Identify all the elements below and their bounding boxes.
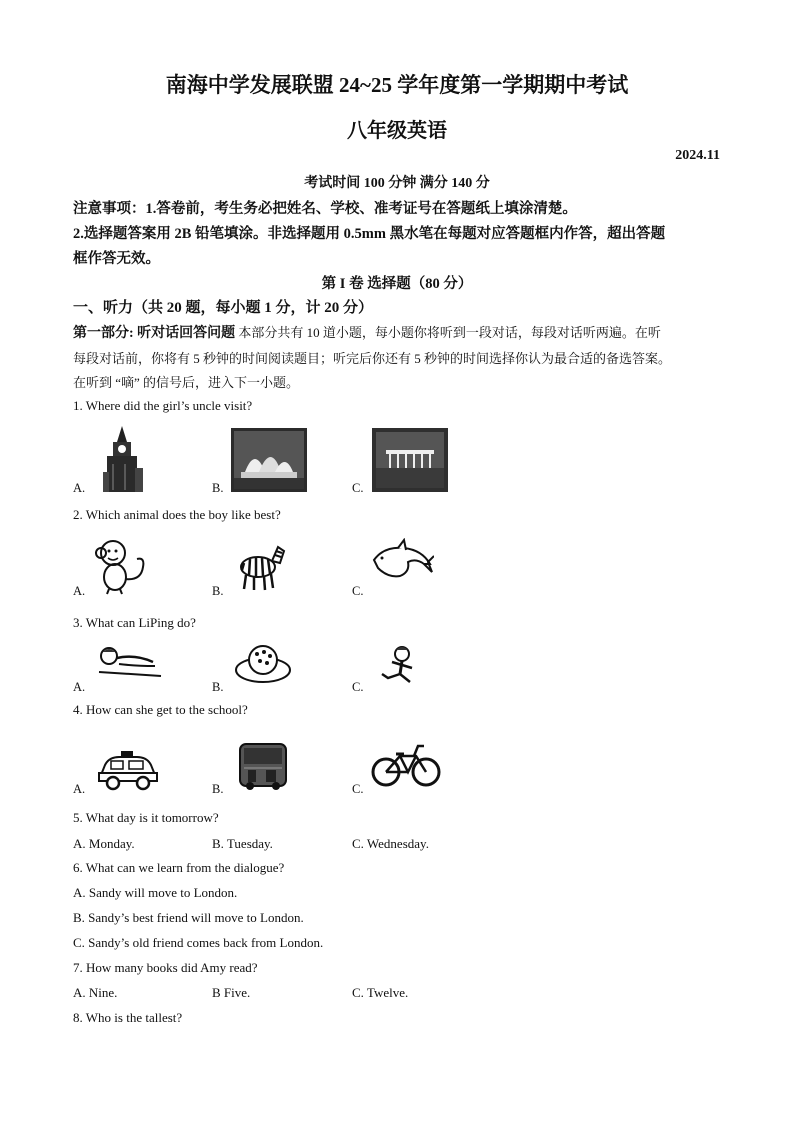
question-3: 3. What can LiPing do? (73, 615, 196, 630)
sydney-opera-house-icon (231, 428, 307, 492)
question-8: 8. Who is the tallest? (73, 1010, 183, 1025)
part1-line-1 (73, 322, 661, 342)
q6-option-c: C. Sandy’s old friend comes back from London. (73, 935, 324, 950)
q6-option-a: A. Sandy will move to London. (73, 885, 238, 900)
q1-option-a-letter: A. (73, 481, 86, 495)
q5-option-a: A. Monday. (73, 836, 135, 851)
bridge-icon (372, 428, 448, 492)
q4-option-b-letter: B. (212, 782, 224, 796)
q6-option-b: B. Sandy’s best friend will move to London. (73, 910, 304, 925)
exam-date: 2024.11 (675, 148, 720, 163)
notes-line-1: 注意事项：1.答卷前，考生务必把姓名、学校、准考证号在答题纸上填涂清楚。 (73, 201, 577, 217)
question-7: 7. How many books did Amy read? (73, 960, 258, 975)
listening-title: 一、听力（共 20 题，每小题 1 分，计 20 分） (73, 300, 374, 316)
zebra-icon (232, 537, 288, 593)
notes-line-2: 2.选择题答案用 2B 铅笔填涂。非选择题用 0.5mm 黑水笔在每题对应答题框内作答，超出答题 (73, 226, 666, 242)
q7-option-a: A. Nine. (73, 985, 118, 1000)
part1-label: 第一部分: 听对话回答问题 (73, 326, 236, 341)
question-6: 6. What can we learn from the dialogue? (73, 860, 285, 875)
question-1: 1. Where did the girl’s uncle visit? (73, 398, 253, 413)
part1-line-3: 在听到 “嘀” 的信号后，进入下一小题。 (73, 375, 300, 390)
exam-title: 南海中学发展联盟 24~25 学年度第一学期期中考试 (165, 73, 629, 97)
q2-option-c-letter: C. (352, 584, 364, 598)
bicycle-icon (370, 738, 442, 790)
q2-option-b-letter: B. (212, 584, 224, 598)
dolphin-icon (370, 538, 434, 586)
q5-option-c: C. Wednesday. (352, 836, 429, 851)
notes-line-3: 框作答无效。 (73, 251, 160, 267)
question-2: 2. Which animal does the boy like best? (73, 507, 281, 522)
volume-title: 第 I 卷 选择题（80 分） (321, 276, 473, 292)
q4-option-a-letter: A. (73, 782, 86, 796)
q3-option-c-letter: C. (352, 680, 364, 694)
bus-icon (236, 740, 292, 792)
clock-tower-icon (95, 424, 150, 492)
part1-text-1: 本部分共有 10 道小题，每小题你将听到一段对话，每段对话听两遍。在听 (235, 325, 661, 340)
q5-option-b: B. Tuesday. (212, 836, 273, 851)
exam-subtitle: 八年级英语 (347, 120, 447, 142)
q4-option-c-letter: C. (352, 782, 364, 796)
skating-icon (233, 642, 293, 686)
question-5: 5. What day is it tomorrow? (73, 810, 219, 825)
running-icon (372, 644, 428, 688)
exam-info: 考试时间 100 分钟 满分 140 分 (304, 176, 490, 191)
q2-option-a-letter: A. (73, 584, 86, 598)
q3-option-a-letter: A. (73, 680, 86, 694)
monkey-icon (93, 537, 153, 595)
part1-line-2: 每段对话前，你将有 5 秒钟的时间阅读题目；听完后你还有 5 秒钟的时间选择你认为最合适的备选答案。 (73, 351, 672, 366)
q1-option-c-letter: C. (352, 481, 364, 495)
q7-option-b: B Five. (212, 985, 251, 1000)
question-4: 4. How can she get to the school? (73, 702, 248, 717)
taxi-icon (97, 747, 159, 791)
q7-option-c: C. Twelve. (352, 985, 409, 1000)
q3-option-b-letter: B. (212, 680, 224, 694)
q1-option-b-letter: B. (212, 481, 224, 495)
swimming-icon (95, 642, 165, 682)
